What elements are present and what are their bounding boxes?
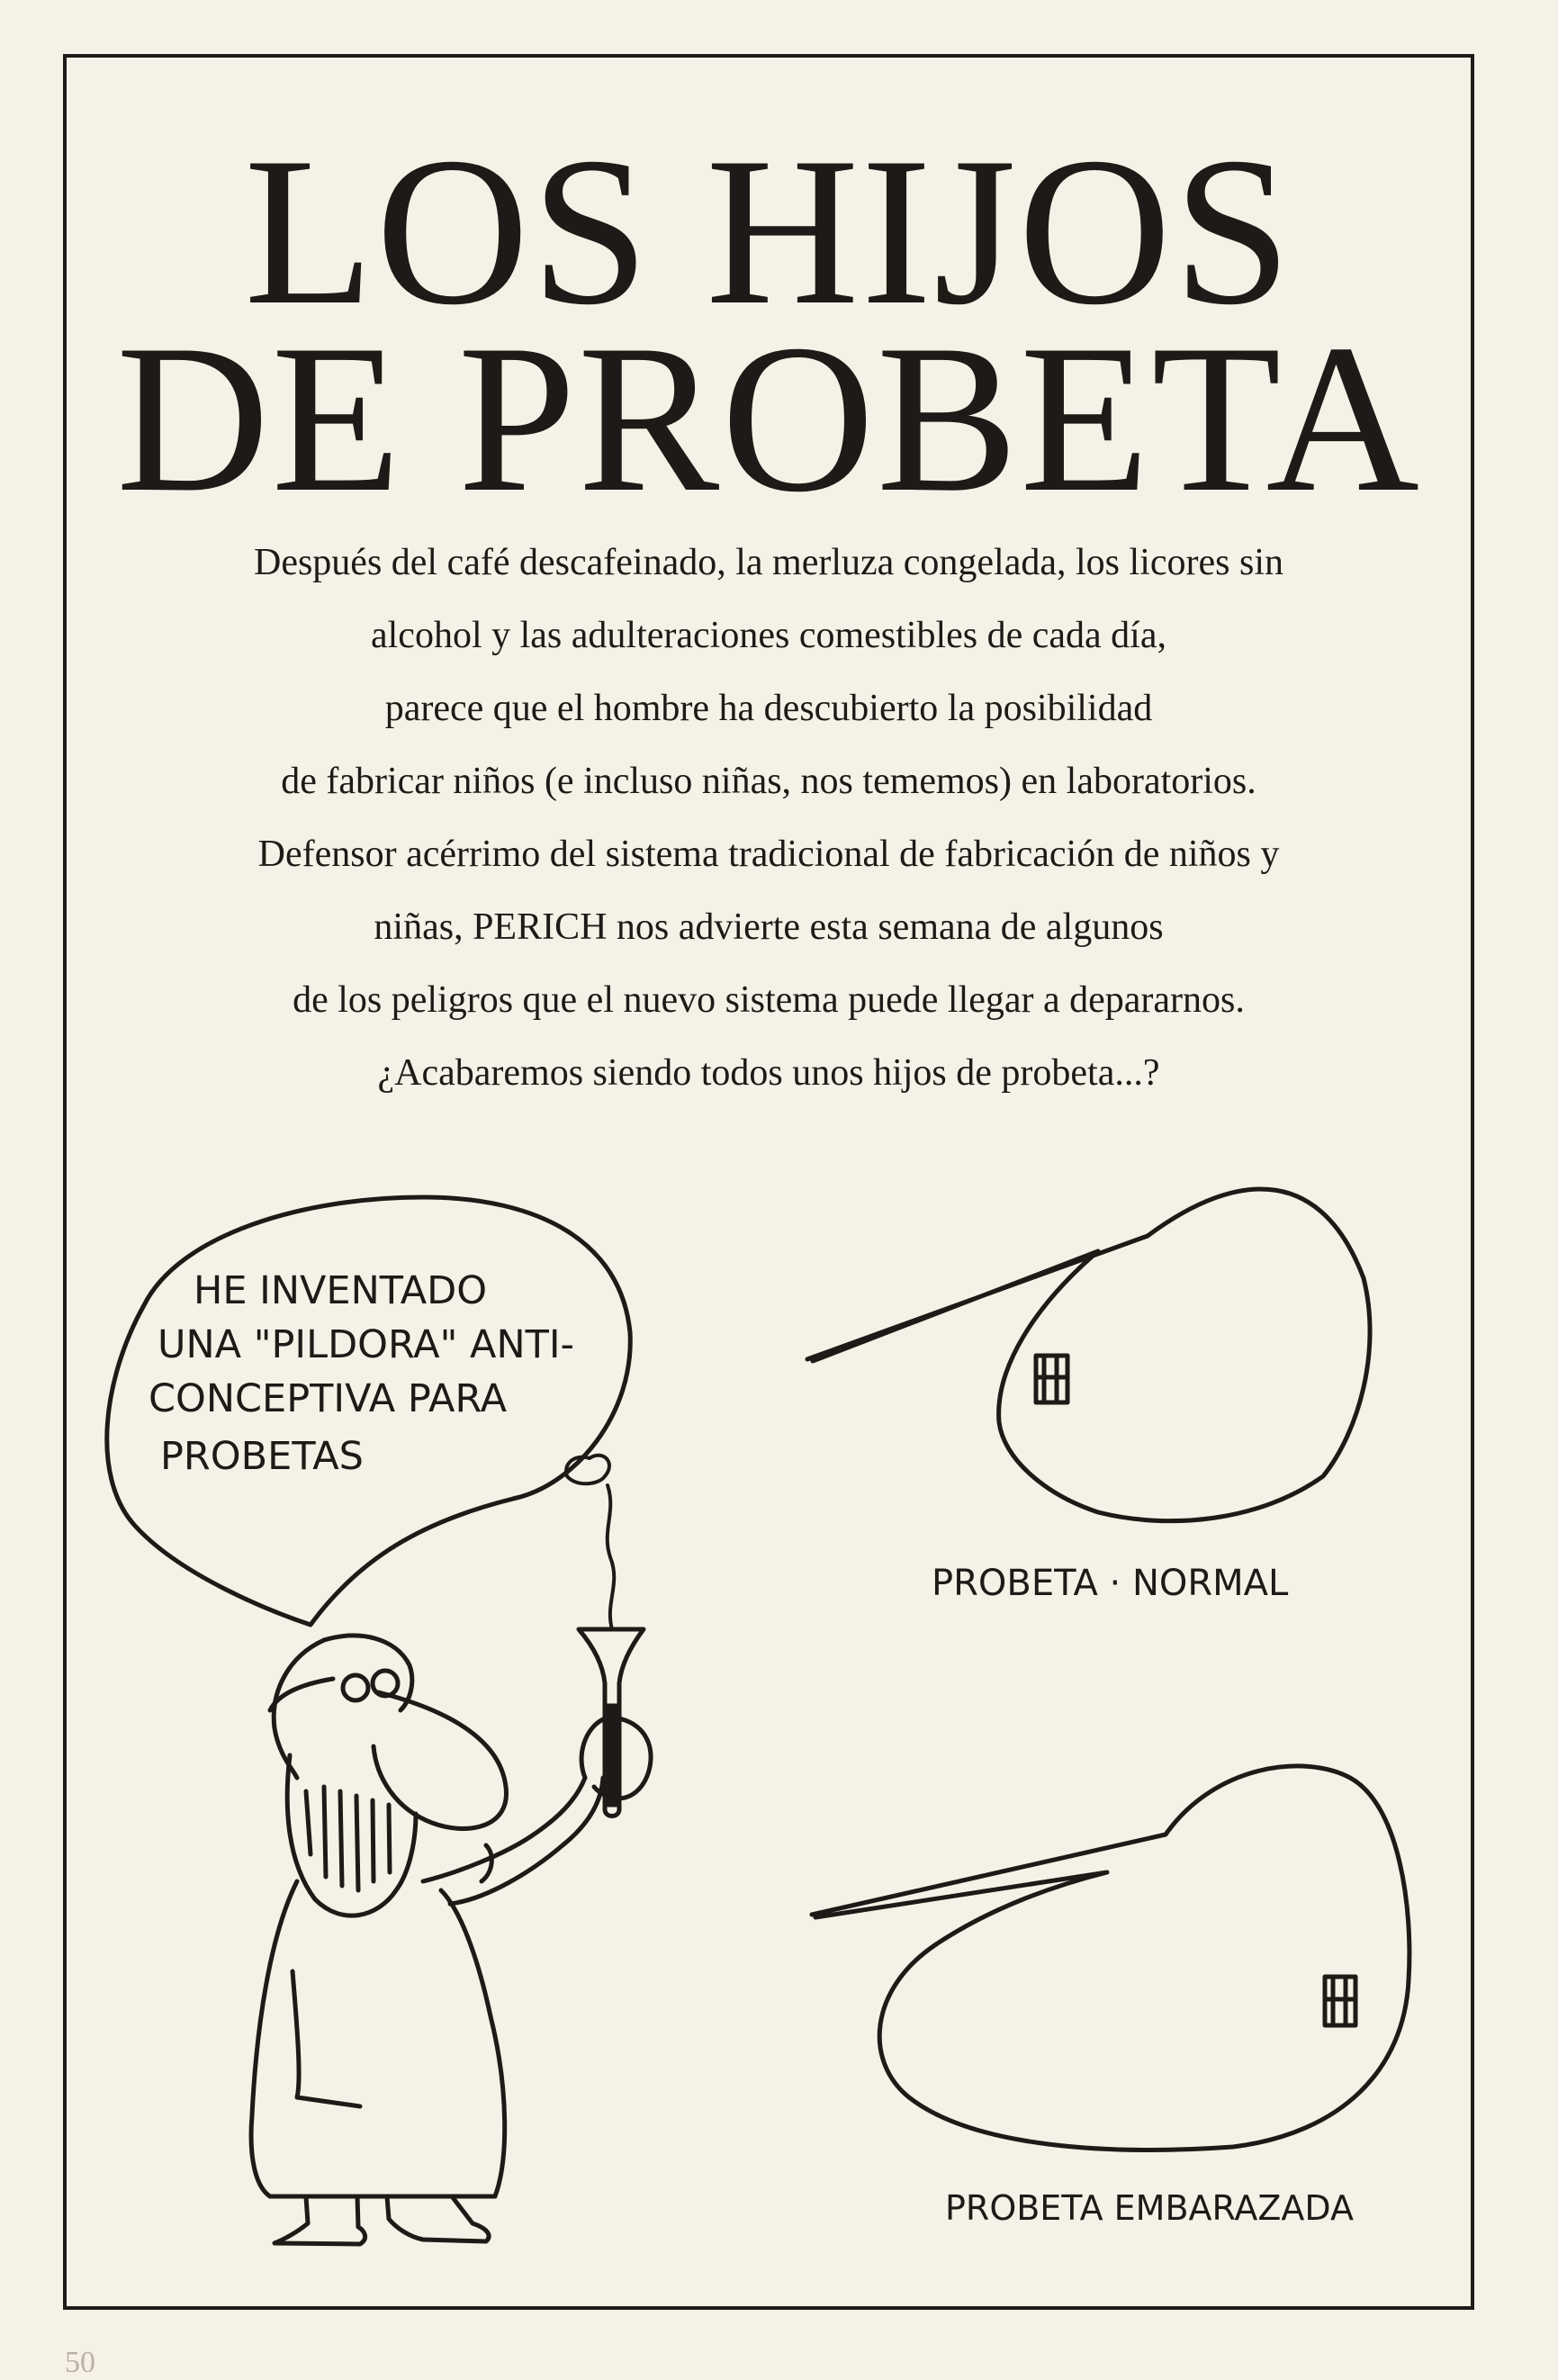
speech-line: UNA "PILDORA" ANTI- [158,1322,575,1367]
title-line-2: DE PROBETA [116,302,1421,536]
intro-line: niñas, PERICH nos advierte esta semana de algunos [374,906,1164,948]
page-number: 50 [65,2346,95,2379]
caption-pregnant: PROBETA EMBARAZADA [945,2188,1354,2228]
intro-line: parece que el hombre ha descubierto la posibilidad [384,688,1153,729]
intro-paragraph [63,527,1474,1110]
intro-line: de los peligros que el nuevo sistema puede llegar a depararnos. [293,979,1245,1021]
speech-line: PROBETAS [160,1434,364,1479]
speech-line: CONCEPTIVA PARA [149,1376,508,1421]
intro-line: de fabricar niños (e incluso niñas, nos tememos) en laboratorios. [281,761,1256,802]
title-line-1: LOS HIJOS [244,114,1293,349]
intro-line: alcohol y las adulteraciones comestibles de cada día, [371,615,1166,656]
intro-line: Defensor acérrimo del sistema tradicional de fabricación de niños y [257,834,1280,875]
intro-line: Después del café descafeinado, la merluza congelada, los licores sin [253,542,1283,583]
caption-normal: PROBETA · NORMAL [932,1563,1289,1604]
speech-line: HE INVENTADO [194,1268,488,1313]
intro-line: ¿Acabaremos siendo todos unos hijos de probeta...? [377,1052,1160,1094]
